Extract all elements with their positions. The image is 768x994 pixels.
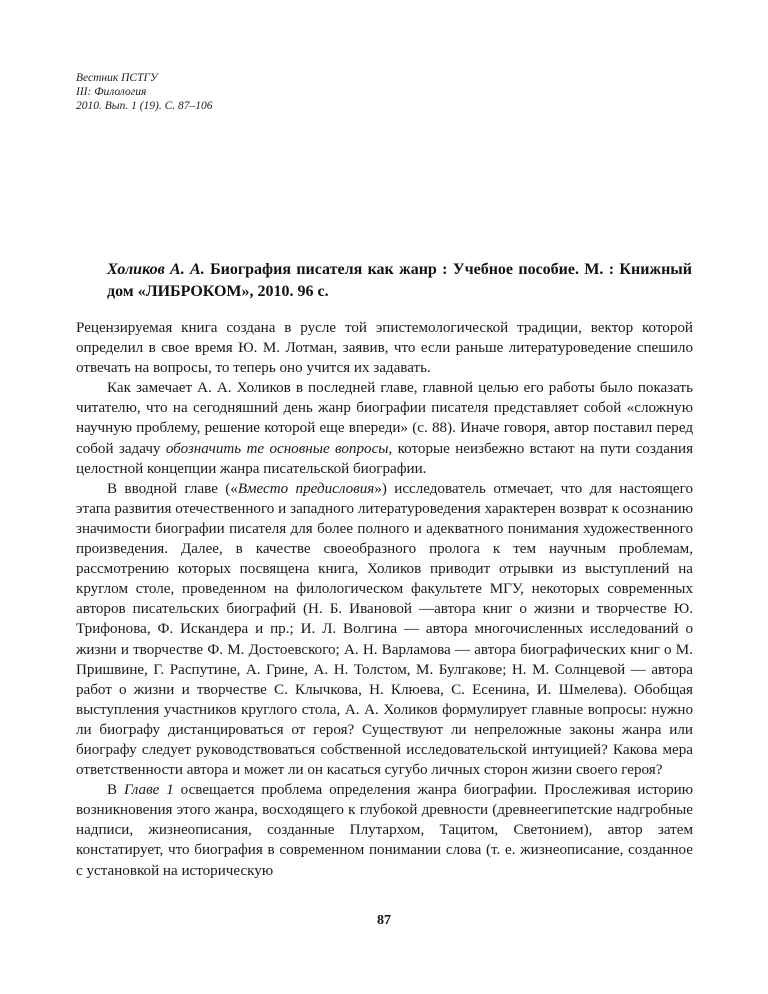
page-number: 87 — [377, 913, 391, 928]
paragraph — [76, 780, 693, 880]
emphasis-text: Главе 1 — [123, 782, 174, 799]
journal-issue: 2010. Вып. 1 (19). С. 87–106 — [76, 100, 213, 112]
article-body — [76, 318, 693, 881]
paragraph-text: В — [107, 782, 124, 799]
reviewed-author: Холиков А. А. — [107, 261, 205, 278]
paragraph-text: , которые неизбежно встают на пути создания целостной концепции жанра писательской биографии. — [76, 440, 694, 477]
journal-name: Вестник ПСТГУ — [76, 72, 158, 84]
review-title — [107, 259, 692, 303]
paragraph-text: Рецензируемая книга создана в русле той эпистемологической традиции, вектор которой определил в свое время Ю. М. Лотман, заявив, что если раньше литературоведение спешило отвечать на вопросы, то теперь оно учится их задавать. — [76, 320, 693, 377]
paragraph-text: Как замечает А. А. Холиков в последней главе, главной целью его работы было показать читателю, что на сегодняшний день жанр биографии писателя представляет собой «сложную научную проблему, решение которой еще впереди» (с. 88). Иначе говоря, автор поставил перед собой задачу — [76, 380, 693, 457]
paragraph — [76, 479, 693, 780]
paragraph — [76, 318, 693, 378]
paragraph-text: ») исследователь отмечает, что для настоящего этапа развития отечественного и западного литературоведения характерен возврат к осознанию значимости биографии писателя для более полного и адекватного понимания художественного произведения. Далее, в качестве своеобразного пролога к тем научным проблемам, рассмотрению которых посвящена книга, Холиков приводит отрывки из выступлений на круглом столе, проведенном на филологическом факультете МГУ, некоторых современных авторов писательских биографий (Н. Б. Ивановой —автора книг о жизни и творчестве Ю. Трифонова, Ф. Искандера и пр.; И. Л. Волгина — автора многочисленных исследований о жизни и творчестве Ф. М. Достоевского; А. Н. Варламова — автора биографических книг о М. Пришвине, Г. Распутине, А. Грине, А. Н. Толстом, М. Булгакове; Н. М. Солнцевой — автора работ о жизни и творчестве С. Клычкова, Н. Клюева, С. Есенина, И. Шмелева). Обобщая выступления участников круглого стола, А. А. Холиков формулирует главные вопросы: нужно ли биографу дистанцироваться от героя? Существуют ли непреложные законы жанра или биографу следует руководствоваться собственной исследовательской интуицией? Какова мера ответственности автора и может ли он касаться сугубо личных сторон жизни своего героя? — [76, 480, 693, 779]
paragraph — [76, 378, 693, 478]
journal-header — [76, 71, 213, 113]
emphasis-text: обозначить те основные вопросы — [165, 440, 389, 457]
emphasis-text: Вместо предисловия — [237, 480, 375, 497]
reviewed-book: Биография писателя как жанр : Учебное пособие. М. : Книжный дом «ЛИБРОКОМ», 2010. 96 с. — [107, 261, 693, 300]
paragraph-text: освещается проблема определения жанра биографии. Прослеживая историю возникновения этого жанра, восходящего к глубокой древности (древнеегипетские надгробные надписи, жизнеописания, созданные Плутархом, Тацитом, Светонием), автор затем констатирует, что биография в современном понимании слова (т. е. жизнеописание, созданное с установкой на историческую — [76, 782, 693, 879]
paragraph-text: В вводной главе (« — [107, 480, 238, 497]
journal-series: III: Филология — [76, 86, 147, 98]
